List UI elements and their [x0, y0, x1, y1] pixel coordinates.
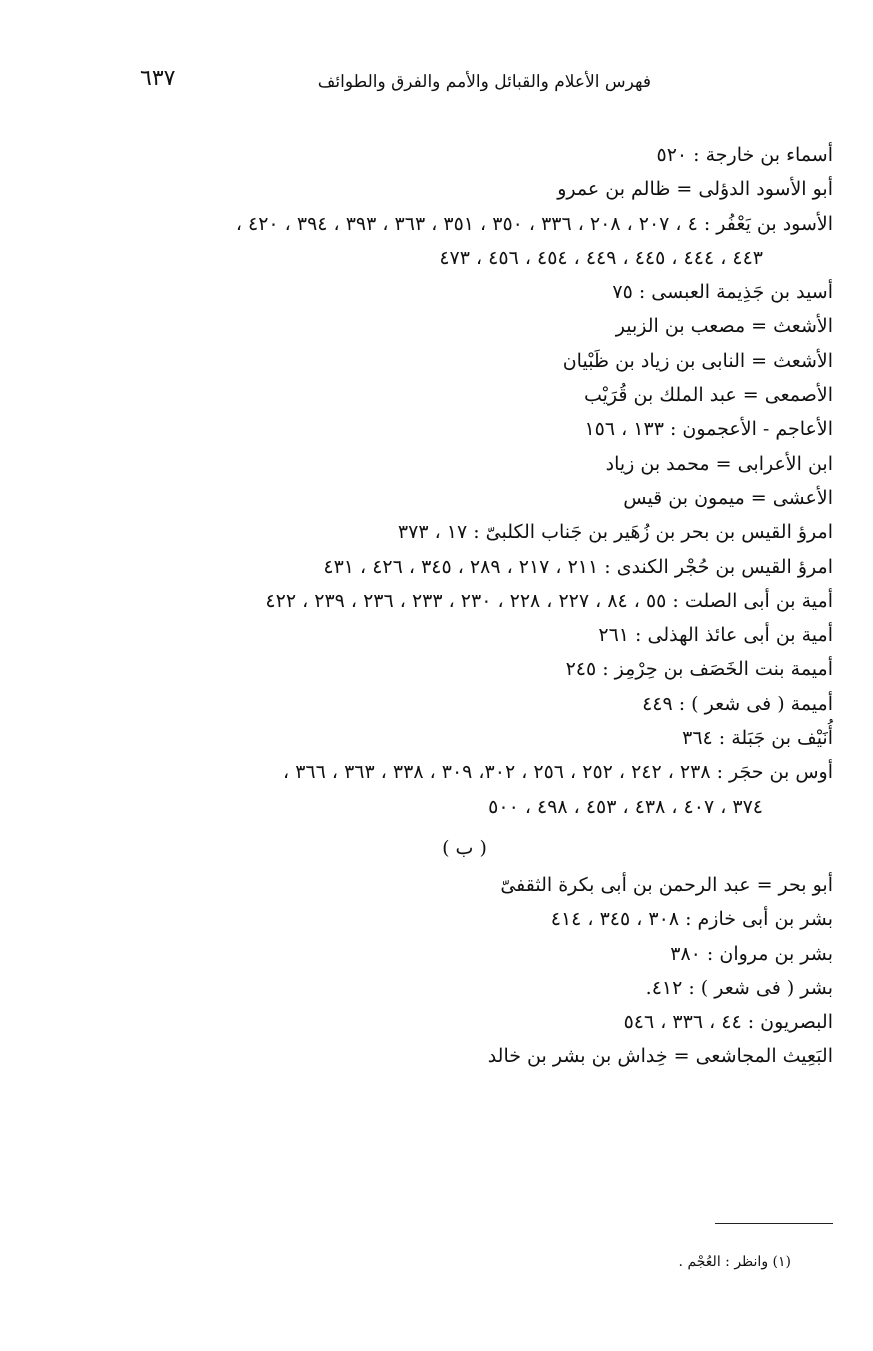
index-entry: أسيد بن جَذِيمة العبسى : ٧٥	[612, 281, 833, 304]
index-entries	[38, 138, 833, 1074]
index-entry: الأشعث = مصعب بن الزبير	[615, 315, 833, 338]
index-entry: البصريون : ٤٤ ، ٣٣٦ ، ٥٤٦	[623, 1011, 833, 1034]
index-entry: أميمة بنت الخَصَف بن حِرْمِز : ٢٤٥	[565, 658, 833, 681]
index-entry: الأصمعى = عبد الملك بن قُرَيْب	[583, 384, 833, 407]
index-entry: امرؤ القيس بن بحر بن زُهَير بن جَناب الكلبىّ : ١٧ ، ٣٧٣	[397, 521, 833, 544]
index-entry: ابن الأعرابى = محمد بن زياد	[605, 452, 833, 475]
footnote: (١) وانظر : العُجْم .	[678, 1254, 791, 1270]
footnote-divider	[715, 1223, 833, 1224]
running-header-title: فهرس الأعلام والقبائل والأمم والفرق والطوائف	[317, 72, 651, 92]
index-entry: الأسود بن يَعْفُر : ٤ ، ٢٠٧ ، ٢٠٨ ، ٣٣٦ ، ٣٥٠ ، ٣٥١ ، ٣٦٣ ، ٣٩٣ ، ٣٩٤ ، ٤٢٠ ،	[235, 212, 833, 235]
index-entry: البَعِيث المجاشعى = خِداش بن بشر بن خالد	[487, 1045, 833, 1068]
index-entry-continuation: ٤٤٣ ، ٤٤٤ ، ٤٤٥ ، ٤٤٩ ، ٤٥٤ ، ٤٥٦ ، ٤٧٣	[439, 246, 763, 269]
page-number: ٦٣٧	[140, 66, 176, 91]
index-entry: أبو الأسود الدؤلى = ظالم بن عمرو	[557, 178, 833, 201]
index-entry-continuation: ٣٧٤ ، ٤٠٧ ، ٤٣٨ ، ٤٥٣ ، ٤٩٨ ، ٥٠٠	[488, 795, 763, 818]
index-entry: بشر ( فى شعر ) : ٤١٢.	[645, 976, 833, 999]
index-entry: أبو بحر = عبد الرحمن بن أبى بكرة الثقفىّ	[500, 873, 833, 896]
index-entry: بشر بن أبى خازم : ٣٠٨ ، ٣٤٥ ، ٤١٤	[550, 908, 833, 931]
index-entry: امرؤ القيس بن حُجْر الكندى : ٢١١ ، ٢١٧ ، ٢٨٩ ، ٣٤٥ ، ٤٢٦ ، ٤٣١	[323, 555, 833, 578]
index-entry: أميمة ( فى شعر ) : ٤٤٩	[642, 692, 833, 715]
index-entry: أمية بن أبى الصلت : ٥٥ ، ٨٤ ، ٢٢٧ ، ٢٢٨ ، ٢٣٠ ، ٢٣٣ ، ٢٣٦ ، ٢٣٩ ، ٤٢٢	[265, 589, 833, 612]
section-heading-b: ( ب )	[442, 836, 487, 859]
index-entry: أُنَيْف بن جَبَلة : ٣٦٤	[682, 727, 833, 750]
index-entry: أمية بن أبى عائذ الهذلى : ٢٦١	[598, 624, 833, 647]
index-entry: الأعشى = ميمون بن قيس	[623, 486, 833, 509]
index-entry: بشر بن مروان : ٣٨٠	[670, 942, 833, 965]
index-entry: الأعاجم - الأعجمون : ١٣٣ ، ١٥٦	[584, 418, 833, 441]
index-entry: أوس بن حجَر : ٢٣٨ ، ٢٤٢ ، ٢٥٢ ، ٢٥٦ ، ٣٠٢، ٣٠٩ ، ٣٣٨ ، ٣٦٣ ، ٣٦٦ ،	[283, 761, 833, 784]
index-entry: أسماء بن خارجة : ٥٢٠	[656, 144, 833, 166]
index-entry: الأشعث = النابى بن زياد بن ظَبْيان	[562, 349, 833, 372]
